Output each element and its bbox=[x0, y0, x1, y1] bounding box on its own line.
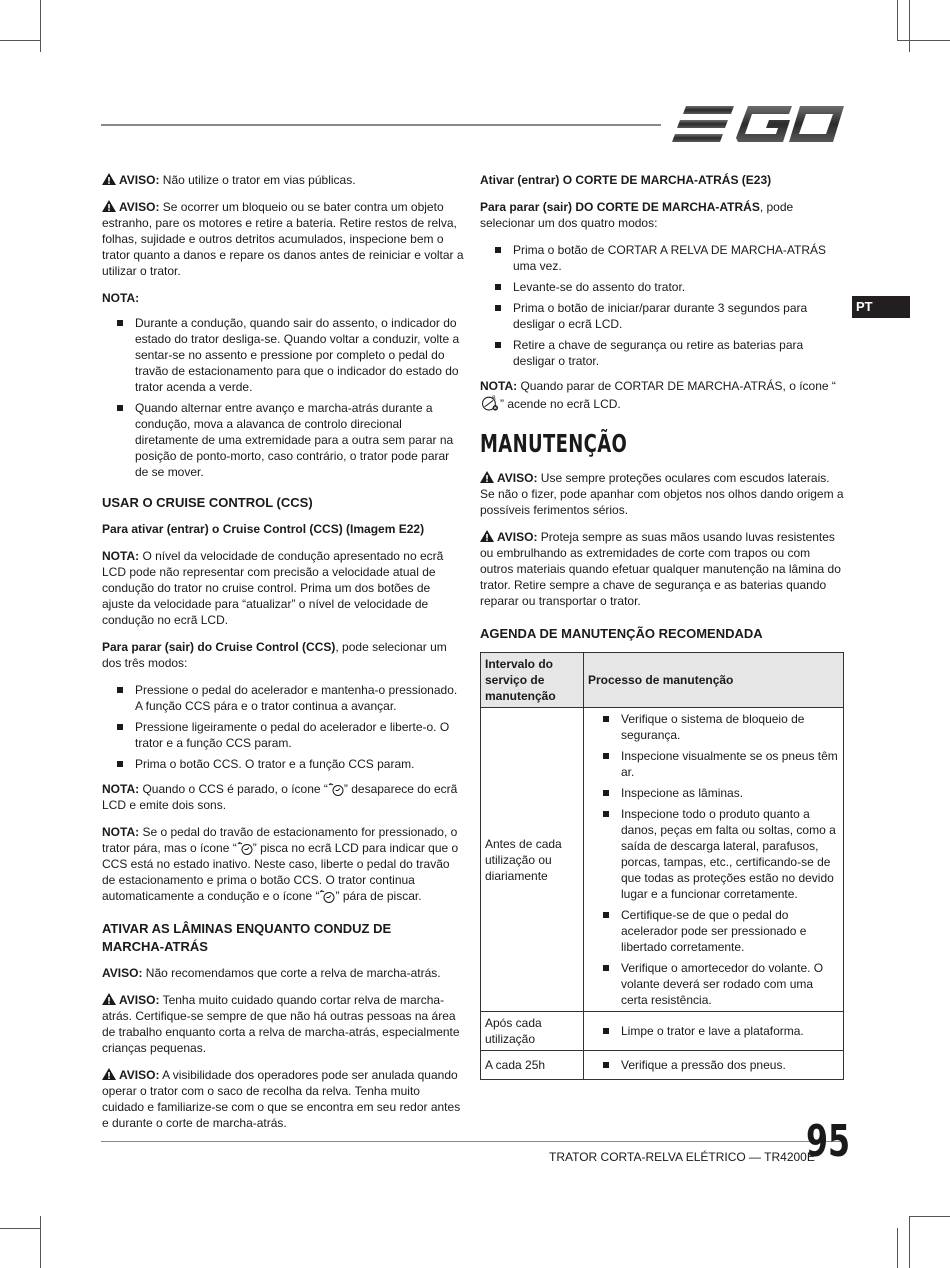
ccs-stop-list bbox=[102, 682, 465, 772]
list-item: Pressione ligeiramente o pedal do acelerador e liberte-o. O trator e a função CCS param. bbox=[135, 719, 465, 751]
note-label: NOTA: bbox=[480, 379, 518, 393]
note-text: O nível da velocidade de condução apresentado no ecrã LCD pode não representar com precisão a velocidade atual de condução do trator no cruise control. Prima um dos botões de ajuste da velocidade para “atualizar” o nível de velocidade de condução no ecrã LCD. bbox=[102, 549, 444, 627]
reverse-stop-list bbox=[480, 242, 844, 369]
warning-paragraph bbox=[480, 470, 844, 518]
warning-text: Se ocorrer um bloqueio ou se bater contra um objeto estranho, pare os motores e retire a bateria. Retire restos de relva, folhas, sujidade e outros detritos acumulados, inspecione bem o trator quanto a danos e repare os danos antes de reiniciar e voltar a utilizar o trator. bbox=[102, 200, 464, 278]
note-list bbox=[102, 315, 465, 480]
table-cell-interval: A cada 25h bbox=[481, 1051, 584, 1080]
list-item: Durante a condução, quando sair do assento, o indicador do estado do trator desliga-se. Quando voltar a conduzir, volte a sentar-se no assento e pressione por completo o pedal do travão de estacionamento para que o indicador do estado do trator acenda a verde. bbox=[135, 315, 465, 395]
reverse-stop-bold: Para parar (sair) DO CORTE DE MARCHA-ATRÁS bbox=[480, 200, 760, 214]
table-cell-process bbox=[584, 1051, 844, 1080]
list-item: Prima o botão de iniciar/parar durante 3 segundos para desligar o ecrã LCD. bbox=[513, 300, 844, 332]
crop-mark bbox=[0, 40, 40, 41]
footer-rule bbox=[101, 1141, 843, 1142]
note-label: NOTA: bbox=[102, 549, 140, 563]
list-item: Limpe o trator e lave a plataforma. bbox=[621, 1023, 839, 1039]
reverse-stop-text: , pode selecionar um dos quatro modos: bbox=[480, 200, 794, 230]
note-label: NOTA: bbox=[102, 291, 140, 305]
header-rule bbox=[101, 124, 661, 126]
note-text: Quando o CCS é parado, o ícone “ bbox=[139, 782, 328, 796]
warning-paragraph bbox=[102, 965, 465, 981]
reverse-mowing-heading: Ativar (entrar) O CORTE DE MARCHA-ATRÁS (E23) bbox=[480, 173, 772, 187]
warning-paragraph bbox=[480, 529, 844, 609]
footer-title: TRATOR CORTA-RELVA ELÉTRICO — TR4200E bbox=[549, 1150, 815, 1164]
crop-mark bbox=[40, 0, 41, 52]
page-number: 95 bbox=[806, 1116, 851, 1167]
cruise-control-icon bbox=[328, 782, 344, 796]
note-paragraph bbox=[102, 781, 465, 813]
table-cell-interval: Antes de cada utilização ou diariamente bbox=[481, 708, 584, 1012]
warning-label: AVISO: bbox=[102, 966, 143, 980]
list-item: Verifique o amortecedor do volante. O volante deverá ser rodado com uma certa resistência. bbox=[621, 960, 839, 1008]
warning-icon bbox=[102, 173, 116, 185]
warning-label: AVISO: bbox=[497, 530, 538, 544]
warning-text: Tenha muito cuidado quando cortar relva de marcha-atrás. Certifique-se sempre de que não há outras pessoas na área de trabalho enquanto corta a relva de marcha-atrás, especialmente crianças pequenas. bbox=[102, 993, 460, 1055]
note-text: ” acende no ecrã LCD. bbox=[500, 397, 621, 411]
note-text: ” pára de piscar. bbox=[335, 889, 422, 903]
warning-paragraph bbox=[102, 199, 465, 279]
crop-mark bbox=[897, 40, 950, 41]
warning-text: Proteja sempre as suas mãos usando luvas resistentes ou embrulhando as extremidades de corte com trapos ou com outros materiais quando efetuar qualquer manutenção na lâmina do trator. Retire sempre a chave de segurança e as baterias quando reparar ou transportar o trator. bbox=[480, 530, 841, 608]
ccs-stop-text: , pode selecionar um dos três modos: bbox=[102, 640, 447, 670]
reverse-stop-intro bbox=[480, 199, 844, 231]
list-item: Inspecione visualmente se os pneus têm ar. bbox=[621, 749, 838, 779]
warning-paragraph bbox=[102, 992, 465, 1056]
left-column bbox=[102, 172, 465, 1142]
ccs-activate-subheading: Para ativar (entrar) o Cruise Control (CCS) (Imagem E22) bbox=[102, 522, 425, 536]
table-row bbox=[481, 708, 844, 1012]
warning-label: AVISO: bbox=[119, 200, 160, 214]
crop-mark bbox=[897, 1228, 898, 1268]
warning-label: AVISO: bbox=[119, 1068, 160, 1082]
warning-icon bbox=[102, 993, 116, 1005]
table-header-interval: Intervalo do serviço de manutenção bbox=[481, 653, 584, 708]
table-header-process: Processo de manutenção bbox=[584, 653, 844, 708]
crop-mark bbox=[909, 1216, 910, 1268]
note-paragraph bbox=[480, 378, 844, 412]
crop-mark bbox=[909, 1216, 950, 1217]
warning-text: Não utilize o trator em vias públicas. bbox=[159, 173, 356, 187]
section-heading-reverse-blades: ATIVAR AS LÂMINAS ENQUANTO CONDUZ DE MARCHA-ATRÁS bbox=[102, 921, 392, 954]
list-item: Prima o botão CCS. O trator e a função CCS param. bbox=[135, 756, 465, 772]
crop-mark bbox=[909, 0, 910, 52]
warning-text: Não recomendamos que corte a relva de marcha-atrás. bbox=[142, 966, 441, 980]
ego-logo bbox=[672, 102, 844, 146]
warning-label: AVISO: bbox=[497, 471, 538, 485]
list-item: Inspecione as lâminas. bbox=[621, 785, 839, 801]
warning-icon bbox=[480, 471, 494, 483]
warning-paragraph bbox=[102, 1067, 465, 1131]
language-tab: PT bbox=[852, 296, 910, 318]
crop-mark bbox=[0, 1228, 40, 1229]
note-text: Quando parar de CORTAR DE MARCHA-ATRÁS, o ícone “ bbox=[517, 379, 836, 393]
process-list bbox=[588, 1057, 839, 1073]
note-text: ” pisca no ecrã LCD para indicar que o CCS está no estado inativo. Neste caso, liberte o pedal do travão de estacionamento e prima o botão CCS. O trator continua automaticamente a condução e o ícone “ bbox=[102, 841, 459, 903]
section-heading-ccs: USAR O CRUISE CONTROL (CCS) bbox=[102, 495, 313, 510]
warning-icon bbox=[480, 530, 494, 542]
list-item: Verifique a pressão dos pneus. bbox=[621, 1057, 839, 1073]
crop-mark bbox=[40, 1216, 41, 1268]
note-text: ” desaparece do ecrã LCD e emite dois sons. bbox=[102, 782, 458, 812]
warning-icon bbox=[102, 1068, 116, 1080]
note-paragraph bbox=[102, 824, 465, 904]
warning-paragraph bbox=[102, 172, 465, 188]
process-list bbox=[588, 1023, 839, 1039]
list-item: Levante-se do assento do trator. bbox=[513, 279, 844, 295]
section-heading-schedule: AGENDA DE MANUTENÇÃO RECOMENDADA bbox=[480, 626, 763, 641]
table-header-row bbox=[481, 653, 844, 708]
note-paragraph bbox=[102, 548, 465, 628]
list-item: Inspecione todo o produto quanto a danos, peças em falta ou soltas, como a saída de descarga lateral, parafusos, porcas, tampas, etc., certificando-se de que todas as proteções estão no devido lugar e a funcionar corretamente. bbox=[621, 806, 839, 902]
table-cell-process bbox=[584, 1012, 844, 1051]
note-text: Se o pedal do travão de estacionamento for pressionado, o trator pára, mas o ícone “ bbox=[102, 825, 458, 855]
note-label: NOTA: bbox=[102, 825, 140, 839]
warning-text: A visibilidade dos operadores pode ser anulada quando operar o trator com o saco de recolha da relva. Tenha muito cuidado e familiarize-se com o que se encontra em seu redor antes e durante o corte de marcha-atrás. bbox=[102, 1068, 461, 1130]
svg-text:R: R bbox=[492, 395, 496, 402]
reverse-mowing-icon bbox=[480, 394, 500, 411]
list-item: Pressione o pedal do acelerador e mantenha-o pressionado. A função CCS pára e o trator continua a avançar. bbox=[135, 682, 465, 714]
table-row bbox=[481, 1012, 844, 1051]
warning-icon bbox=[102, 200, 116, 212]
warning-text: Use sempre proteções oculares com escudos laterais. Se não o fizer, pode apanhar com objetos nos olhos dando origem a possíveis ferimentos sérios. bbox=[480, 471, 844, 517]
table-row bbox=[481, 1051, 844, 1080]
ccs-stop-bold: Para parar (sair) do Cruise Control (CCS) bbox=[102, 640, 336, 654]
cruise-control-icon bbox=[237, 841, 253, 855]
cruise-control-icon bbox=[319, 889, 335, 903]
maintenance-heading: MANUTENÇÃO bbox=[480, 429, 628, 458]
list-item: Certifique-se de que o pedal do acelerador pode ser pressionado e libertado corretamente. bbox=[621, 907, 839, 955]
list-item: Prima o botão de CORTAR A RELVA DE MARCHA-ATRÁS uma vez. bbox=[513, 242, 844, 274]
note-label: NOTA: bbox=[102, 782, 140, 796]
list-item: Retire a chave de segurança ou retire as baterias para desligar o trator. bbox=[513, 337, 844, 369]
ccs-stop-intro bbox=[102, 639, 465, 671]
warning-label: AVISO: bbox=[119, 173, 160, 187]
table-cell-interval: Após cada utilização bbox=[481, 1012, 584, 1051]
crop-mark bbox=[897, 0, 898, 40]
list-item: Quando alternar entre avanço e marcha-atrás durante a condução, mova a alavanca de controlo direcional diretamente de uma extremidade para a outra sem parar na posição de ponto-morto, caso contrário, o trator pode parar de se mover. bbox=[135, 400, 465, 480]
right-column bbox=[480, 172, 844, 1080]
maintenance-table bbox=[480, 652, 844, 1080]
warning-label: AVISO: bbox=[119, 993, 160, 1007]
table-cell-process bbox=[584, 708, 844, 1012]
list-item: Verifique o sistema de bloqueio de segurança. bbox=[621, 711, 839, 743]
process-list bbox=[588, 711, 839, 1008]
